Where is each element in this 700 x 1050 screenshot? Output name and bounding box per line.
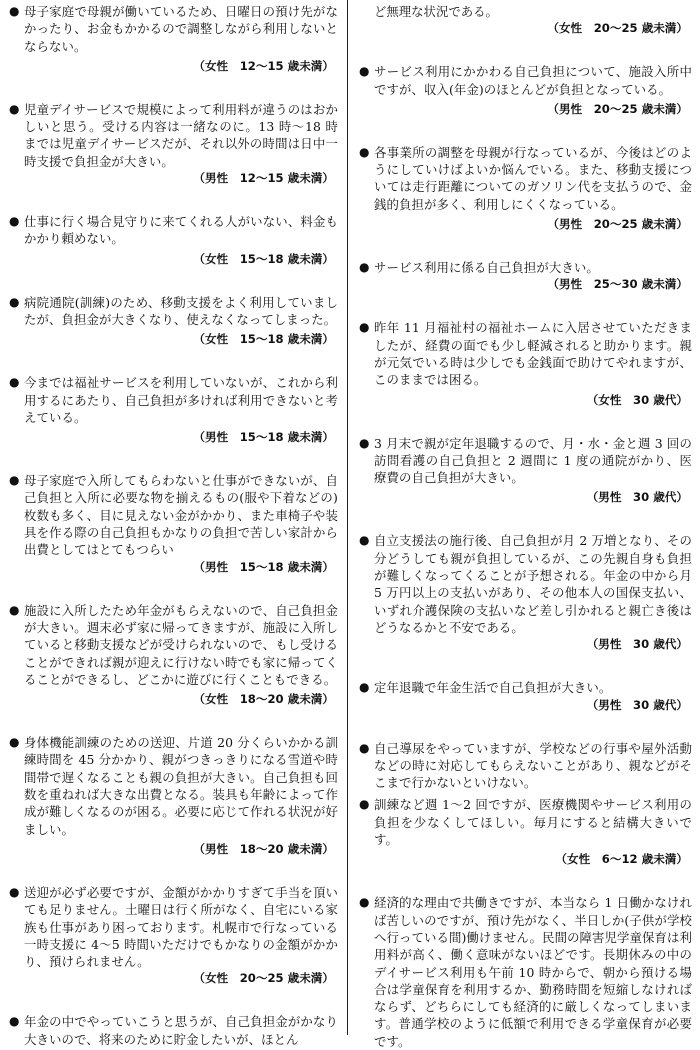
comment-text: 児童デイサービスで規模によって利用料が違うのはおかしいと思う。受ける内容は一緒なのに。13 時～18 時までは児童デイサービスだが、それ以外の時間は日中一時支援で負担金が大きい。: [24, 101, 338, 169]
comment-text: 施設に入所したため年金がもらえないので、自己負担金が大きい。週末必ず家に帰ってきますが、施設に入所していると移動支援などが受けられないので、もし受けることができれば親が迎えに行けない時でも家に帰ってくることができるし、どこかに遊びに行くこともできる。: [24, 602, 338, 687]
respondent-attribute: （男性 20～25 歳未満）: [547, 217, 688, 232]
list-item: [358, 532, 692, 652]
left-column: [8, 0, 338, 1048]
list-item: [8, 213, 338, 267]
column-divider: [347, 0, 348, 1035]
bullet-icon: ●: [359, 895, 370, 910]
bullet-icon: ●: [9, 1014, 20, 1029]
comment-text: 母子家庭で母親が働いているため、日曜日の預け先がなかったり、お金もかかるので調整しながら利用しないとならない。: [24, 4, 338, 54]
bullet-icon: ●: [9, 473, 20, 488]
list-item: [358, 144, 692, 232]
bullet-icon: ●: [359, 320, 370, 335]
respondent-attribute: （男性 25～30 歳未満）: [547, 277, 688, 292]
bullet-icon: ●: [359, 533, 370, 548]
list-item: [358, 259, 692, 292]
respondent-attribute: （女性 15～18 歳未満）: [193, 332, 334, 347]
bullet-icon: ●: [9, 884, 20, 899]
bullet-icon: ●: [359, 260, 370, 275]
comment-text: 年金の中でやっていこうと思うが、自己負担金がかなり大きいので、将来のために貯金したいが、ほとん: [24, 1014, 338, 1047]
list-item: [8, 101, 338, 186]
bullet-icon: ●: [9, 294, 20, 309]
respondent-attribute: （女性 15～18 歳未満）: [193, 251, 334, 266]
comment-text: 病院通院(訓練)のため、移動支援をよく利用していましたが、負担金が大きくなり、使えなくなってしまった。: [24, 294, 338, 327]
bullet-icon: ●: [9, 602, 20, 617]
comment-text: 母子家庭で入所してもらわないと仕事ができないが、自己負担と入所に必要な物を揃えるもの(服や下着などの)枚数も多く、目に見えない金がかかり、また車椅子や装具を作る際の自己負担もかなりの負担で苦しい家計から出費としてはとてもつらい: [24, 473, 338, 558]
respondent-attribute: （男性 15～18 歳未満）: [193, 559, 334, 574]
bullet-icon: ●: [9, 214, 20, 229]
comment-text: 自立支援法の施行後、自己負担が月 2 万増となり、その分どうしても親が負担しているが、この先親自身も負担が難しくなってくることが予想される。年金の中から月 5 万円以上の支払いがあり、その他本人の国保支払い、いずれ介護保険の支払いなど差し引かれると親亡き後はどうなるかと不安である。: [374, 533, 692, 635]
comment-text: 身体機能訓練のための送迎、片道 20 分くらいかかる訓練時間を 45 分かかり、親がつきっきりになる雪道や時間帯で遅くなることも親の負担が大きい。自己負担も回数を重ねれば大きな出費となる。装具も年齢によって作成が難しくなるのが困る。必要に応じて作れる状況が好ましい。: [24, 735, 338, 837]
list-item: [358, 894, 692, 1050]
list-item: [8, 294, 338, 348]
list-item: [8, 884, 338, 986]
comment-text: 各事業所の調整を母親が行なっているが、今後はどのようにしていけばよいか悩んでいる。また、移動支援については走行距離についてのガソリン代を支払うので、金銭的負担が多く、利用しにくくなっている。: [374, 144, 692, 212]
list-item: [358, 796, 692, 867]
list-item: [8, 3, 338, 74]
respondent-attribute: （男性 30 歳代）: [586, 697, 688, 712]
bullet-icon: ●: [359, 797, 370, 812]
comment-text: 今までは福祉サービスを利用していないが、これから利用するにあたり、自己負担が多ければ利用できないと考えている。: [24, 375, 338, 425]
bullet-icon: ●: [359, 680, 370, 695]
respondent-attribute: （男性 15～18 歳未満）: [193, 430, 334, 445]
respondent-attribute: （女性 20～25 歳未満）: [193, 971, 334, 986]
comment-text: 昨年 11 月福祉村の福祉ホームに入居させていただきましたが、経費の面でも少し軽減されると助かります。親が元気でいる時は少しでも金銭面で助けてやれますが、このままでは困る。: [374, 320, 692, 388]
respondent-attribute: （男性 30 歳代）: [586, 490, 688, 505]
list-item: [358, 435, 692, 506]
comment-text: サービス利用に係る自己負担が大きい。: [374, 260, 599, 276]
bullet-icon: ●: [359, 144, 370, 159]
bullet-icon: ●: [9, 4, 20, 18]
respondent-attribute: （女性 20～25 歳未満）: [547, 21, 688, 36]
list-item: [8, 1013, 338, 1048]
list-item: [358, 63, 692, 117]
list-item: [358, 319, 692, 407]
bullet-icon: ●: [9, 735, 20, 750]
comment-text: 送迎が必ず必要ですが、金額がかかりすぎて手当を頂いても足りません。土曜日は行く所がなく、自宅にいる家族も仕事があり困っております。札幌市で行なっている一時支援に 4～5 時間いただけでもかなりの金額がかかり、預けられません。: [24, 884, 338, 970]
comment-text: 3 月末で親が定年退職するので、月・水・金と週 3 回の訪問看護の自己負担と 2 週間に 1 度の通院がかり、医療費の自己負担が大きい。: [374, 435, 692, 486]
comment-text: サービス利用にかかわる自己負担について、施設入所中ですが、収入(年金)のほとんどが負担となっている。: [374, 64, 692, 97]
respondent-attribute: （男性 12～15 歳未満）: [193, 171, 334, 186]
list-item: [8, 602, 338, 707]
list-item: [358, 679, 692, 712]
bullet-icon: ●: [9, 375, 20, 390]
list-item: [358, 740, 692, 792]
bullet-icon: ●: [359, 64, 370, 79]
right-column: [358, 0, 692, 1050]
respondent-attribute: （男性 30 歳代）: [586, 637, 688, 652]
list-item-continuation: [358, 3, 692, 36]
comment-text: 経済的な理由で共働きですが、本当なら 1 日働かなければ苦しいのですが、預け先がなく、半日しか(子供が学校へ行っている間)働けません。民間の障害児学童保育は利用料が高く、働く意味がないほどです。長期休みの中のデイサービス利用も午前 10 時からで、朝から預ける場合は学童保育を利用するか、勤務時間を短縮しなければならず、どちらにしても経済的に厳しくなってしまいます。普通学校のように低額で利用できる学童保育が必要です。: [374, 895, 692, 1049]
list-item: [8, 734, 338, 857]
list-item: [8, 472, 338, 574]
comment-text: 訓練など週 1～2 回ですが、医療機関やサービス利用の負担を少なくしてほしい。毎月にすると結構大きいです。: [374, 797, 692, 848]
respondent-attribute: （女性 6～12 歳未満）: [555, 852, 688, 867]
bullet-icon: ●: [9, 101, 20, 116]
comment-text: 定年退職で年金生活で自己負担が大きい。: [374, 680, 612, 696]
bullet-icon: ●: [359, 435, 370, 450]
comment-text: 仕事に行く場合見守りに来てくれる人がいない、料金もかかり頼めない。: [24, 214, 338, 247]
respondent-attribute: （女性 18～20 歳未満）: [193, 692, 334, 707]
respondent-attribute: （女性 12～15 歳未満）: [193, 58, 334, 73]
respondent-attribute: （男性 18～20 歳未満）: [193, 841, 334, 856]
comment-text: ど無理な状況である。: [374, 4, 498, 19]
comment-text: 自己導尿をやっていますが、学校などの行事や屋外活動などの時に対応してもらえないことがあり、親などがそこまで行かないといけない。: [374, 740, 692, 791]
list-item: [8, 374, 338, 445]
respondent-attribute: （男性 20～25 歳未満）: [547, 101, 688, 116]
bullet-icon: ●: [359, 740, 370, 755]
respondent-attribute: （女性 30 歳代）: [586, 392, 688, 407]
